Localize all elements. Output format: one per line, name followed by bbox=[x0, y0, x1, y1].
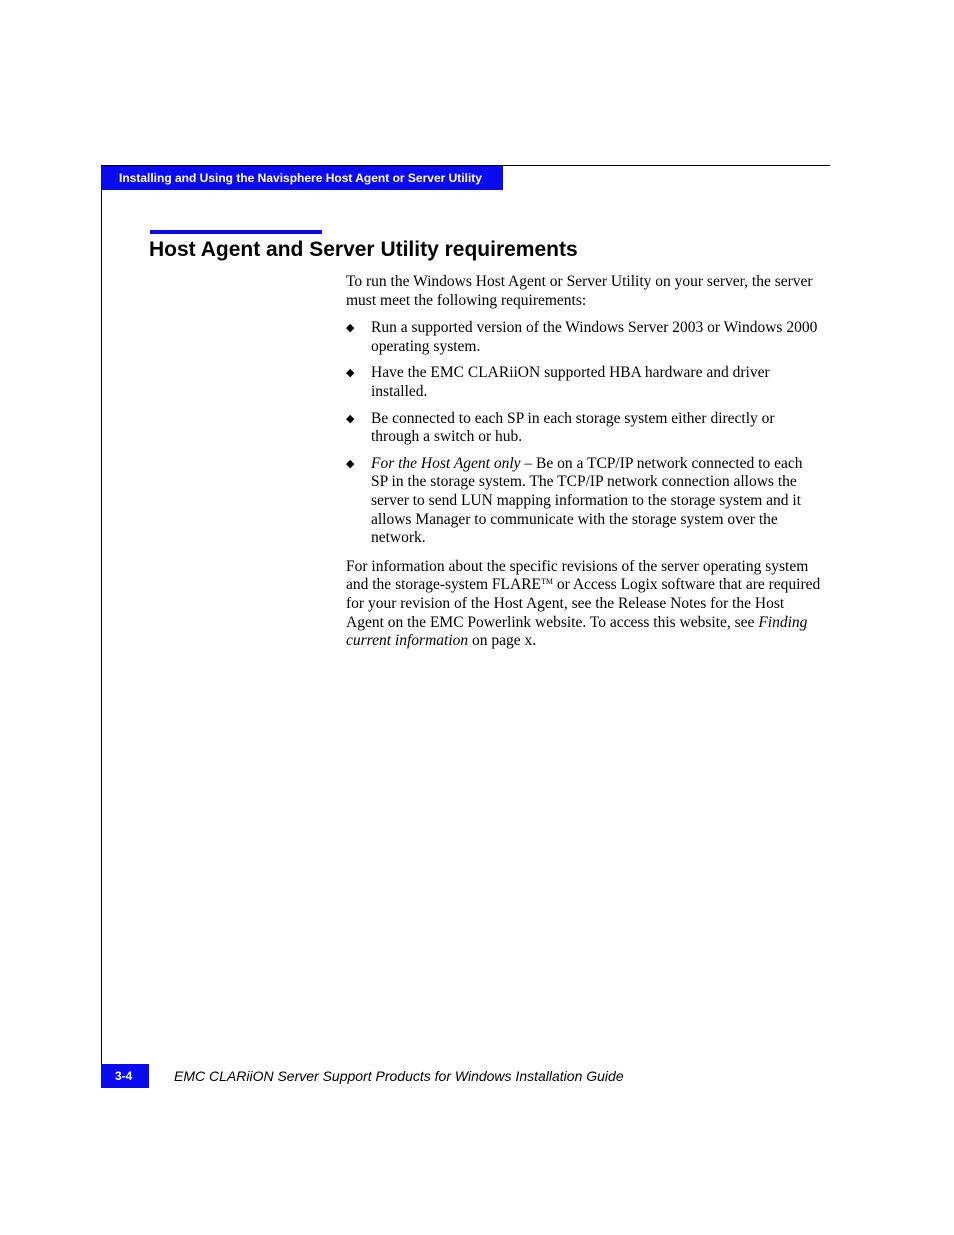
closing-text-3: on page x. bbox=[468, 632, 537, 650]
closing-paragraph bbox=[346, 558, 822, 651]
list-item-text: Be connected to each SP in each storage system either directly or through a switch or hub. bbox=[371, 409, 775, 446]
list-item-lead: For the Host Agent only bbox=[371, 454, 521, 472]
page-number: 3-4 bbox=[101, 1064, 149, 1088]
list-item bbox=[346, 410, 822, 447]
diamond-bullet-icon: ◆ bbox=[346, 322, 355, 335]
trademark-mark: TM bbox=[541, 577, 554, 587]
list-item-text: Run a supported version of the Windows Server 2003 or Windows 2000 operating system. bbox=[371, 319, 818, 355]
closing-text-2: or Access Logix software that are required for your revision of the Host Agent, see the Release Notes for the Host Agent on the EMC Powerlink website. To access this website, see bbox=[346, 576, 821, 631]
title-accent-bar bbox=[150, 230, 322, 234]
body-text bbox=[346, 273, 822, 651]
margin-rule bbox=[101, 165, 102, 1088]
list-item-text: – Be on a TCP/IP network connected to each SP in the storage system. The TCP/IP network connection allows the server to send LUN mapping information to the storage system and it allows Manager to communicate with the storage system over the network. bbox=[371, 454, 803, 547]
closing-text-1: For information about the specific revisions of the server operating system and the storage-system FLARE bbox=[346, 557, 809, 594]
diamond-bullet-icon: ◆ bbox=[346, 457, 355, 470]
requirements-list bbox=[346, 319, 822, 548]
cross-reference-link[interactable]: Finding current information bbox=[346, 613, 808, 650]
list-item bbox=[346, 364, 822, 401]
section-title: Host Agent and Server Utility requirements bbox=[149, 238, 578, 261]
intro-paragraph: To run the Windows Host Agent or Server Utility on your server, the server must meet the following requirements: bbox=[346, 273, 813, 309]
list-item-text: Have the EMC CLARiiON supported HBA hardware and driver installed. bbox=[371, 364, 770, 400]
list-item bbox=[346, 455, 822, 548]
running-header: Installing and Using the Navisphere Host Agent or Server Utility bbox=[101, 166, 503, 190]
footer-book-title: EMC CLARiiON Server Support Products for Windows Installation Guide bbox=[174, 1068, 624, 1084]
diamond-bullet-icon: ◆ bbox=[346, 412, 355, 425]
list-item bbox=[346, 319, 822, 356]
diamond-bullet-icon: ◆ bbox=[346, 367, 355, 380]
